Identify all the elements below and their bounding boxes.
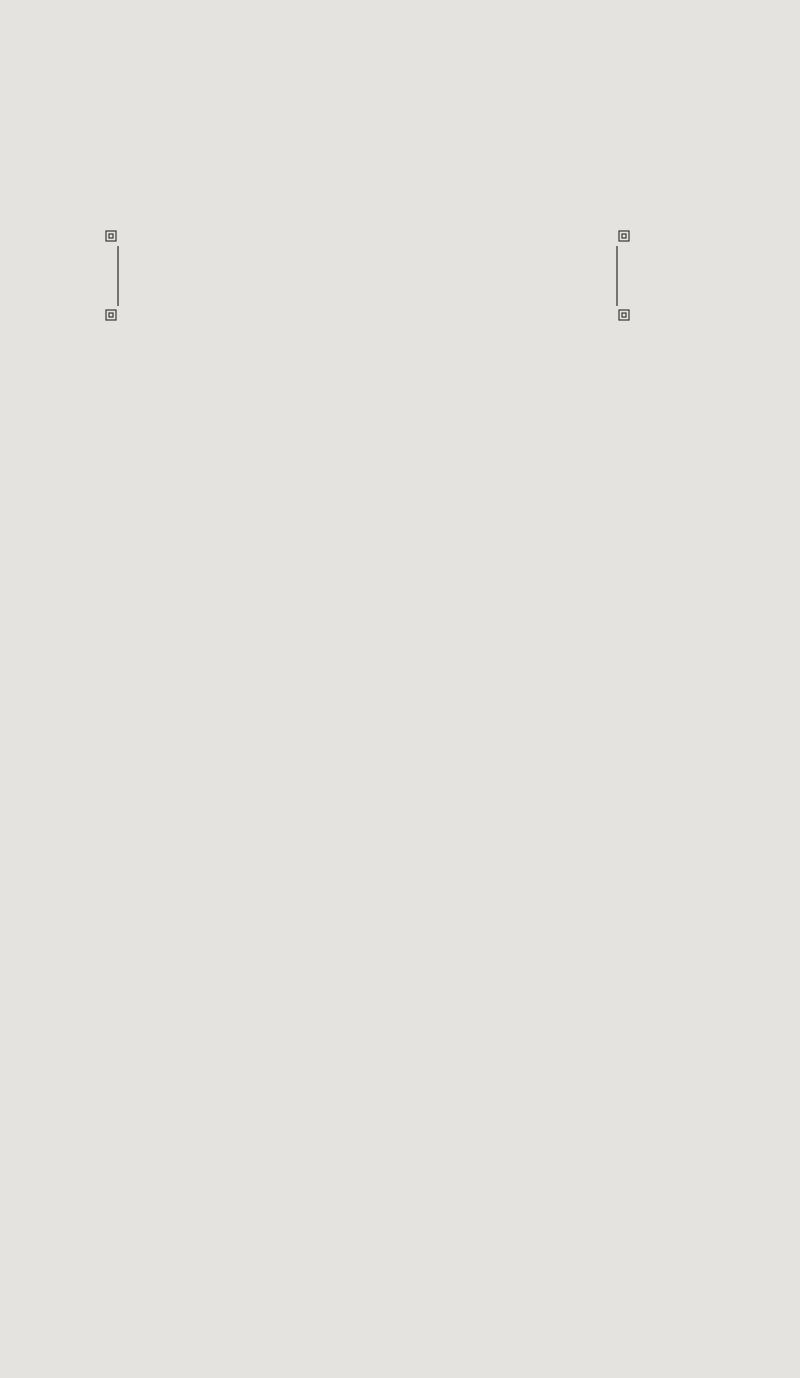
decorative-ornament-band: [60, 176, 680, 200]
body-line: [72, 0, 696, 24]
running-head: [50, 128, 700, 158]
wavy-border: [100, 228, 635, 323]
section-frame: [100, 228, 635, 323]
